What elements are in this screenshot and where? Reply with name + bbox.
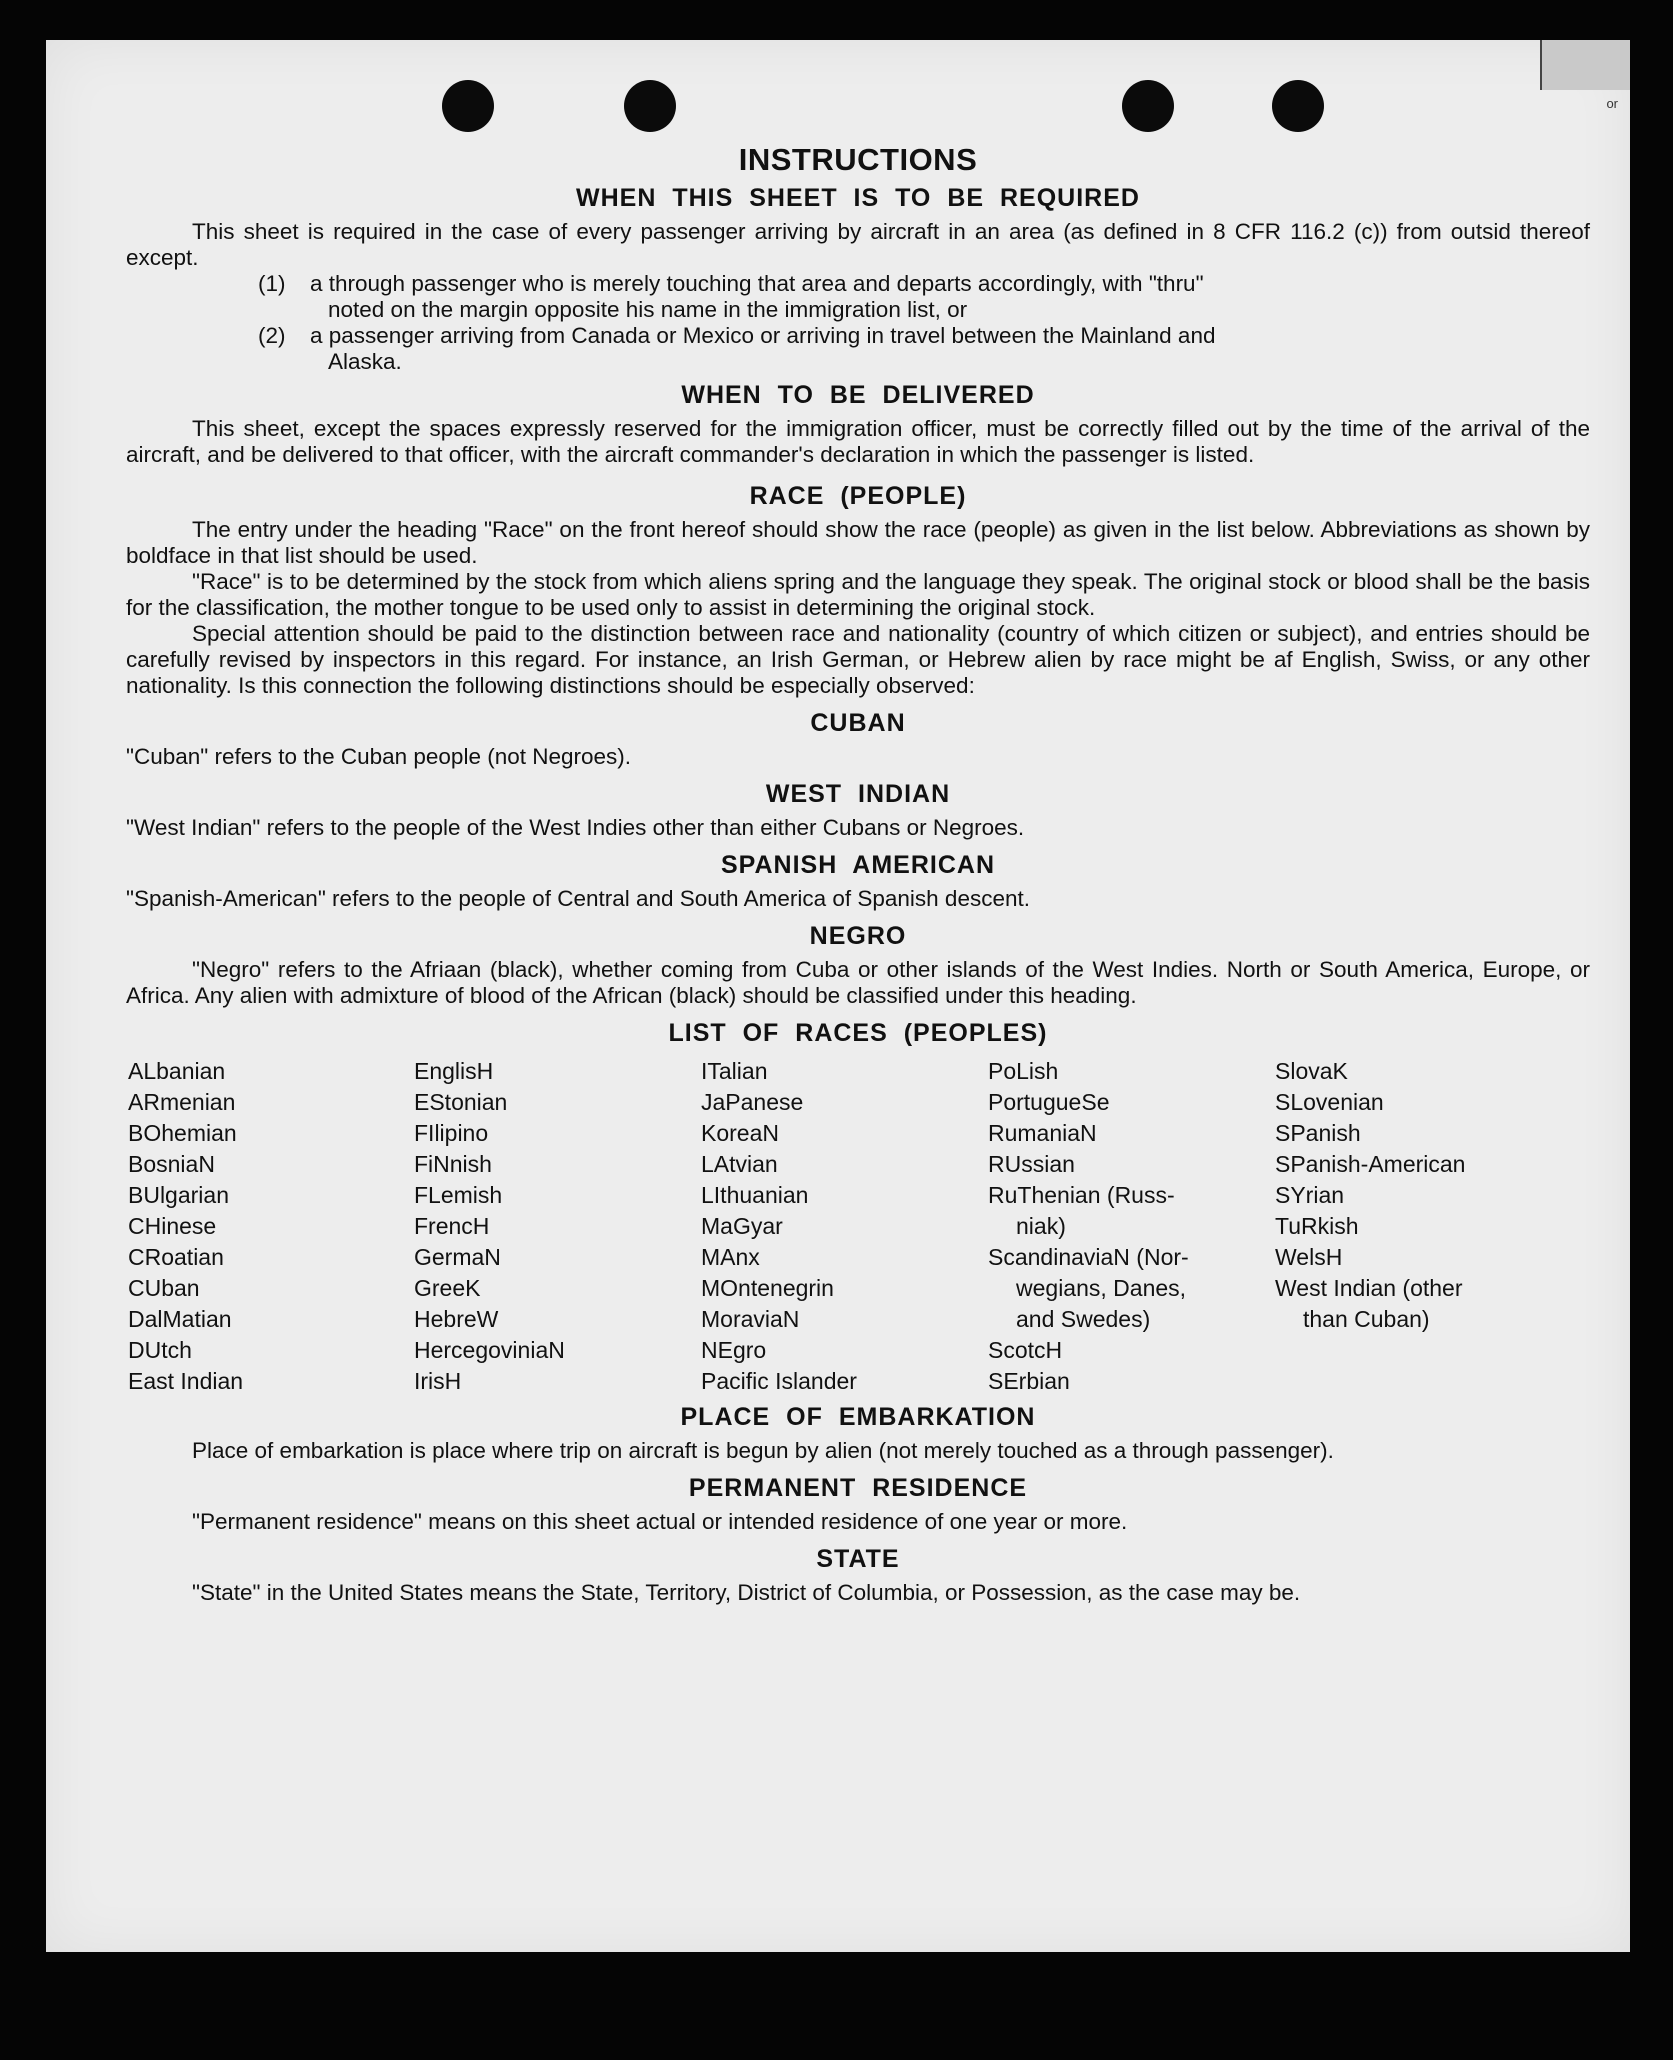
section-heading: PLACE OF EMBARKATION [680,1403,1036,1431]
paragraph: This sheet, except the spaces expressly reserved for the immigration officer, must be correctly filled out by the time of the arrival of the aircraft, and be delivered to that officer, with the aircraft commander's declaration in which the passenger is listed. [126,416,1590,467]
race-item: PoLish [988,1058,1059,1084]
race-item: EnglisH [414,1058,494,1084]
section-heading: NEGRO [809,922,907,950]
race-item: RuThenian (Russ- [988,1182,1175,1208]
race-item: than Cuban) [1303,1306,1430,1332]
section-heading: PERMANENT RESIDENCE [688,1474,1028,1502]
race-item: ScandinaviaN (Nor- [988,1244,1189,1270]
section-heading: WHEN TO BE DELIVERED [681,381,1035,409]
race-item: FiNnish [414,1151,492,1177]
race-item: East Indian [128,1368,244,1394]
race-item: NEgro [701,1337,767,1363]
race-item: MOntenegrin [701,1275,834,1301]
race-item: FrencH [414,1213,490,1239]
section-heading: WEST INDIAN [765,780,951,808]
race-item: DalMatian [128,1306,232,1332]
race-item: EStonian [414,1089,508,1115]
race-item: HebreW [414,1306,499,1332]
paragraph: Special attention should be paid to the distinction between race and nationality (country of which citizen or subject), and entries should be carefully revised by inspectors in this regard. For instance, an Irish German, or Hebrew alien by race might be af English, Swiss, or any other nationality. Is this connection the following distinctions should be especially observed: [126,621,1590,698]
race-item: RumaniaN [988,1120,1097,1146]
section-heading: STATE [816,1545,900,1573]
race-item: KoreaN [701,1120,779,1146]
corner-tag: or [1606,96,1618,111]
race-item: ITalian [701,1058,768,1084]
race-item: FLemish [414,1182,503,1208]
document-sheet [46,40,1630,1952]
race-item: BUlgarian [128,1182,229,1208]
race-item: PortugueSe [988,1089,1110,1115]
folded-corner [1540,40,1630,90]
race-item: CHinese [128,1213,217,1239]
punch-hole [1122,80,1174,132]
item-text: a passenger arriving from Canada or Mexico or arriving in travel between the Mainland and [310,323,1216,348]
race-item: MoraviaN [701,1306,800,1332]
paragraph: The entry under the heading "Race" on the front hereof should show the race (people) as given in the list below. Abbreviations as shown by boldface in that list should be used. [126,517,1590,568]
list-item [258,271,1590,323]
paragraph: "West Indian" refers to the people of the West Indies other than either Cubans or Negroes. [126,815,1025,840]
punch-hole [1272,80,1324,132]
race-item: niak) [1016,1213,1066,1239]
list-item [258,323,1590,375]
paragraph: "State" in the United States means the State, Territory, District of Columbia, or Possession, as the case may be. [192,1580,1301,1605]
race-item: ARmenian [128,1089,236,1115]
race-item: BOhemian [128,1120,237,1146]
race-item: CRoatian [128,1244,224,1270]
race-item: WelsH [1275,1244,1343,1270]
race-item: MAnx [701,1244,760,1270]
section-heading: WHEN THIS SHEET IS TO BE REQUIRED [576,184,1140,212]
race-item: FIlipino [414,1120,489,1146]
section-heading: RACE (PEOPLE) [749,482,967,510]
race-item: wegians, Danes, [1016,1275,1187,1301]
race-item: DUtch [128,1337,192,1363]
paragraph: Place of embarkation is place where trip on aircraft is begun by alien (not merely touched as a through passenger). [192,1438,1334,1463]
race-item: MaGyar [701,1213,783,1239]
race-item: LIthuanian [701,1182,809,1208]
paragraph: "Negro" refers to the Afriaan (black), whether coming from Cuba or other islands of the West Indies. North or South America, Europe, or Africa. Any alien with admixture of blood of the African (black) should be classified under this heading. [126,957,1590,1008]
page-title: INSTRUCTIONS [738,142,978,177]
race-column [1275,1056,1562,1397]
race-item: and Swedes) [1016,1306,1151,1332]
race-column [988,1056,1275,1397]
race-item: TuRkish [1275,1213,1359,1239]
item-text: a through passenger who is merely touching that area and departs accordingly, with "thru" [310,271,1204,296]
race-item: LAtvian [701,1151,778,1177]
punch-hole [624,80,676,132]
race-item: GreeK [414,1275,481,1301]
race-item: ALbanian [128,1058,226,1084]
race-item: JaPanese [701,1089,804,1115]
race-item: SPanish [1275,1120,1361,1146]
race-item: ScotcH [988,1337,1063,1363]
exception-list [258,271,1590,375]
item-number: (1) [258,271,286,296]
race-item: GermaN [414,1244,501,1270]
punch-hole [442,80,494,132]
section-heading: CUBAN [810,709,906,737]
paragraph: This sheet is required in the case of every passenger arriving by aircraft in an area (as defined in 8 CFR 116.2 (c)) from outsid thereof except. [126,219,1590,270]
paragraph: "Spanish-American" refers to the people of Central and South America of Spanish descent. [126,886,1030,911]
race-item: SLovenian [1275,1089,1384,1115]
race-item: SYrian [1275,1182,1345,1208]
race-item: SPanish-American [1275,1151,1466,1177]
instructions-body [126,142,1590,1606]
item-number: (2) [258,323,286,348]
paragraph: "Permanent residence" means on this sheet actual or intended residence of one year or more. [192,1509,1128,1534]
section-heading: SPANISH AMERICAN [720,851,995,879]
race-item: BosniaN [128,1151,215,1177]
race-column [414,1056,701,1397]
race-item: IrisH [414,1368,462,1394]
race-list [128,1056,1590,1397]
race-item: HercegoviniaN [414,1337,565,1363]
race-item: West Indian (other [1275,1275,1463,1301]
race-item: CUban [128,1275,200,1301]
paragraph: "Cuban" refers to the Cuban people (not Negroes). [126,744,632,769]
race-column [128,1056,414,1397]
race-item: Pacific Islander [701,1368,857,1394]
race-item: RUssian [988,1151,1075,1177]
race-item: SlovaK [1275,1058,1348,1084]
race-column [701,1056,988,1397]
item-text-cont: noted on the margin opposite his name in the immigration list, or [328,297,968,322]
section-heading: LIST OF RACES (PEOPLES) [668,1019,1048,1047]
race-item: SErbian [988,1368,1070,1394]
paragraph: "Race" is to be determined by the stock from which aliens spring and the language they speak. The original stock or blood shall be the basis for the classification, the mother tongue to be used only to assist in determining the original stock. [126,569,1590,620]
item-text-cont: Alaska. [328,349,402,374]
